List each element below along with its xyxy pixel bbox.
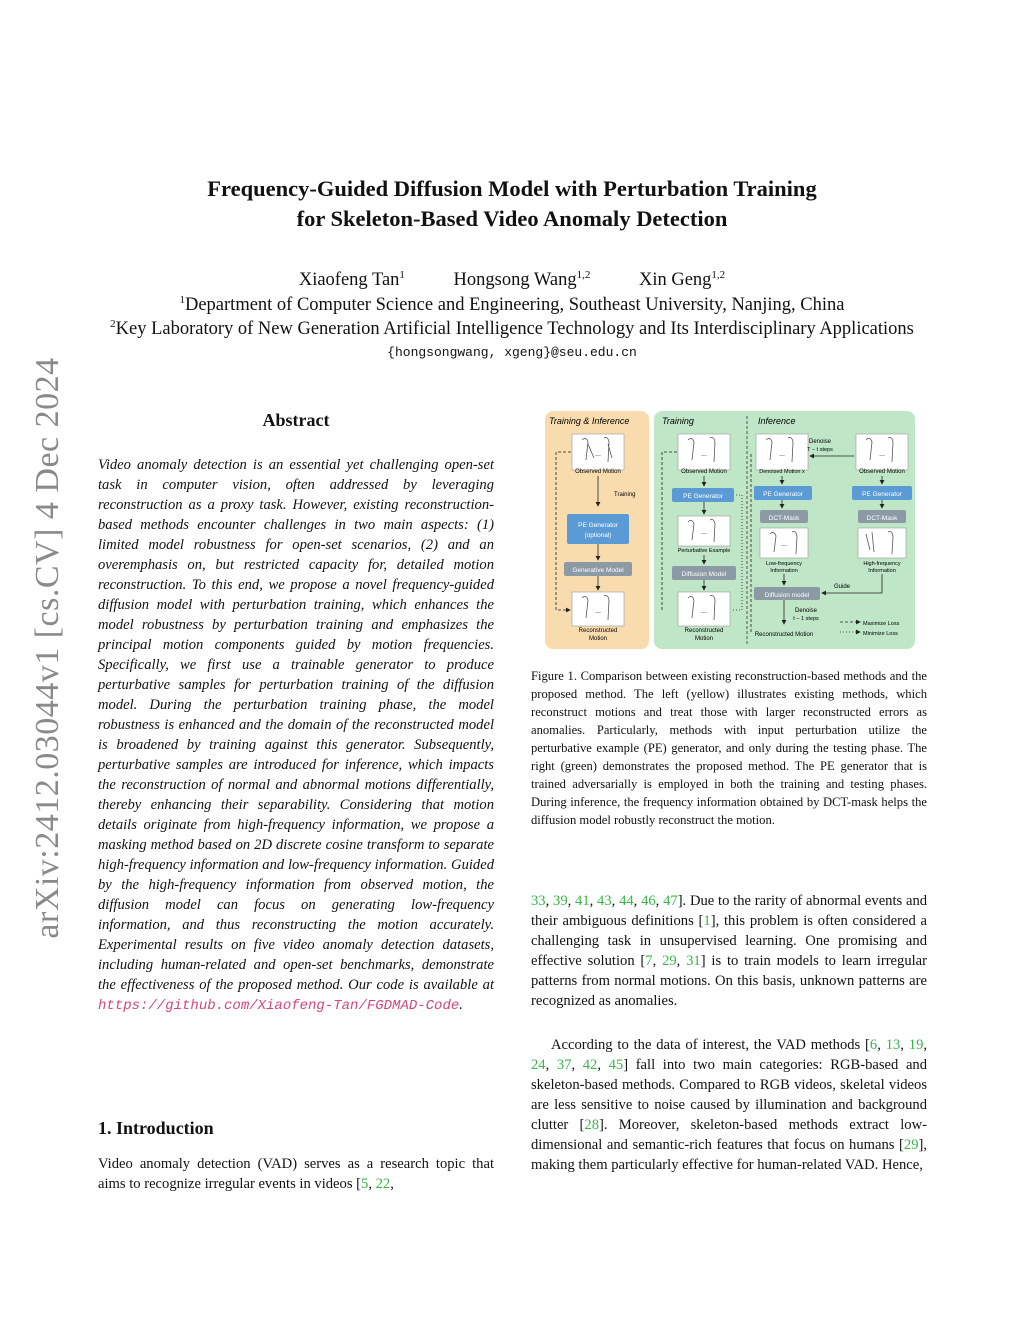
abstract-text: Video anomaly detection is an essential yet challenging open-set task in computer vision, often addressed by leveraging reconstruction as a proxy task. However, existing reconstruction-based methods encounter challenges in two main aspects: (1) limited model robustness for open-set scenarios, (2) and an overemphasis on, but restricted capacity for, detailed motion reconstruction. To this end, we propose a novel frequency-guided diffusion model with perturbation training, which enhances the model robustness by perturbation training and emphasizes the principal motion components guided by motion frequencies. Specifically, we first use a trainable generator to produce perturbative samples for perturbation training of the diffusion model. During the perturbation training phase, the model robustness is enhanced and the domain of the reconstructed model is broadened by training against this generator. Subsequently, perturbative samples are introduced for inference, which impacts the reconstruction of normal and abnormal motions differentially, thereby enhancing their separability. Considering that motion details originate from high-frequency information, we propose a masking method based on 2D discrete cosine transform to separate high-frequency information and low-frequency information. Guided by the high-frequency information from observed motion, the diffusion model can focus on generating low-frequency information, and thus reconstructing the motion accurately. Experimental results on five video anomaly detection datasets, including human-related and open-set benchmarks, demonstrate the effectiveness of the proposed method. Our code is available at https://github.com/Xiaofeng-Tan/FGDMAD-Code. [98,457,494,1014]
svg-text:PE Generator: PE Generator [683,493,723,500]
svg-text:...: ... [879,451,885,458]
abstract-heading: Abstract [262,410,330,430]
citation-link[interactable]: 47 [663,893,678,909]
panel-inference-title: Inference [758,416,796,426]
svg-text:Information: Information [868,568,896,574]
svg-text:...: ... [595,451,601,458]
citation-link[interactable]: 43 [597,893,612,909]
citation-link[interactable]: 31 [686,953,701,969]
svg-text:PE Generator: PE Generator [862,491,902,498]
right-paragraph-1: 33, 39, 41, 43, 44, 46, 47]. Due to the rarity of abnormal events and their ambiguous definitions [1], this problem is often considered a challenging task in unsupervised learning. One promising and effective solution [7, 29, 31] is to train models to learn irregular patterns from normal motions. On this basis, unknown patterns are recognized as anomalies. [531,893,928,1009]
svg-text:PE Generator: PE Generator [578,522,618,529]
citation-link[interactable]: 7 [645,953,653,969]
citation-link[interactable]: 37 [556,1057,572,1073]
svg-text:Low-frequency: Low-frequency [765,561,803,567]
svg-text:t − 1 steps: t − 1 steps [793,616,819,622]
citation-link[interactable]: 44 [619,893,634,909]
svg-text:...: ... [701,451,707,458]
pe-generator-optional-box [567,514,629,544]
svg-text:DCT-Mask: DCT-Mask [866,515,898,522]
author: Hongsong Wang$^{1,2}$ [453,268,591,290]
panel-left-title: Training & Inference [549,416,630,426]
observed-motion-label: Observed Motion [575,469,621,475]
svg-text:Reconstructed: Reconstructed [578,628,618,634]
citation-link[interactable]: 19 [908,1037,924,1053]
code-link[interactable]: https://github.com/Xiaofeng-Tan/FGDMAD-Code [98,998,460,1014]
citation-link[interactable]: 41 [575,893,590,909]
introduction-text: Video anomaly detection (VAD) serves as a research topic that aims to recognize irregular events in videos [5, 22, [98,1156,494,1192]
svg-text:Diffusion model: Diffusion model [764,592,810,599]
author-email: {hongsongwang, xgeng}@seu.edu.cn [387,345,637,360]
svg-text:...: ... [701,608,707,615]
legend-minimize: Minimize Loss [863,631,898,637]
svg-text:...: ... [779,451,785,458]
figure-caption: Figure 1. Comparison between existing reconstruction-based methods and the proposed method. The left (yellow) illustrates existing methods, which reconstruct motions and treat those with larger reconstructed errors as anomalies. Particularly, methods with input perturbation utilize the perturbative example (PE) generator, and only during the testing phase. The right (green) demonstrates the proposed method. The PE generator that is trained adversarially is employed in both the training and testing phases. During inference, the frequency information obtained by DCT-mask helps the diffusion model robustly reconstruct the motion. [531,669,927,827]
svg-text:Observed Motion: Observed Motion [859,469,905,475]
arxiv-stamp: arXiv:2412.03044v1 [cs.CV] 4 Dec 2024 [29,357,66,939]
panel-training-title: Training [662,416,694,426]
affiliation-2: $^2$Key Laboratory of New Generation Artificial Intelligence Technology and Its Interdisciplinary Applications [110,318,914,340]
svg-text:PE Generator: PE Generator [763,491,803,498]
paper-title [0,174,1024,234]
citation-link[interactable]: 22 [375,1176,391,1192]
svg-text:Reconstructed: Reconstructed [684,628,724,634]
citation-link[interactable]: 24 [531,1057,546,1073]
affiliation-1: $^1$Department of Computer Science and Engineering, Southeast University, Nanjing, China [179,294,845,316]
citation-link[interactable]: 29 [662,953,677,969]
svg-text:Denoise: Denoise [808,439,832,445]
svg-text:...: ... [781,541,787,548]
citation-link[interactable]: 28 [584,1117,599,1133]
svg-text:High-frequency: High-frequency [863,561,901,567]
citation-link[interactable]: 13 [885,1037,901,1053]
title-line-2: for Skeleton-Based Video Anomaly Detection [296,206,728,231]
generative-model-label: Generative Model [572,567,624,574]
svg-text:Motion: Motion [588,636,608,642]
svg-text:Observed Motion: Observed Motion [681,469,727,475]
svg-text:Diffusion Model: Diffusion Model [681,571,727,578]
svg-text:Denoise: Denoise [794,608,818,614]
citation-link[interactable]: 39 [553,893,568,909]
citation-link[interactable]: 6 [869,1037,878,1053]
svg-text:...: ... [701,529,707,536]
svg-text:Guide: Guide [834,584,851,590]
introduction-heading: 1. Introduction [98,1118,214,1138]
title-line-1: Frequency-Guided Diffusion Model with Perturbation Training [207,176,817,201]
figure-1-diagram [544,410,916,652]
svg-text:...: ... [595,608,601,615]
svg-text:DCT-Mask: DCT-Mask [768,515,800,522]
svg-text:Denoised Motion x: Denoised Motion x [759,469,805,475]
author: Xiaofeng Tan$^1$ [298,268,405,290]
legend-maximize: Maximize Loss [863,621,900,627]
svg-text:(optional): (optional) [584,532,612,539]
right-paragraph-2: According to the data of interest, the VAD methods [6, 13, 19, 24, 37, 42, 45] fall into two main categories: RGB-based and skeleton-based methods. Compared to RGB videos, skeletal videos are less sensitive to noise caused by illumination and background clutter [28]. Moreover, skeleton-based methods extract low-dimensional and semantic-rich features that focus on humans [29], making them particularly effective for human-related VAD. Hence, [531,1037,928,1173]
citation-link[interactable]: 29 [903,1137,919,1153]
svg-text:Reconstructed Motion: Reconstructed Motion [754,632,814,638]
author-list [0,270,1024,291]
author: Xin Geng$^{1,2}$ [638,268,726,290]
citation-link[interactable]: 33 [531,893,546,909]
svg-text:T − t steps: T − t steps [807,447,833,453]
citation-link[interactable]: 1 [703,913,711,929]
svg-text:Information: Information [770,568,798,574]
training-label: Training [614,492,636,498]
citation-link[interactable]: 5 [361,1176,369,1192]
svg-text:Perturbative Example: Perturbative Example [677,548,731,554]
citation-link[interactable]: 46 [641,893,656,909]
citation-link[interactable]: 45 [608,1057,624,1073]
svg-text:Motion: Motion [694,636,714,642]
citation-link[interactable]: 42 [582,1057,598,1073]
